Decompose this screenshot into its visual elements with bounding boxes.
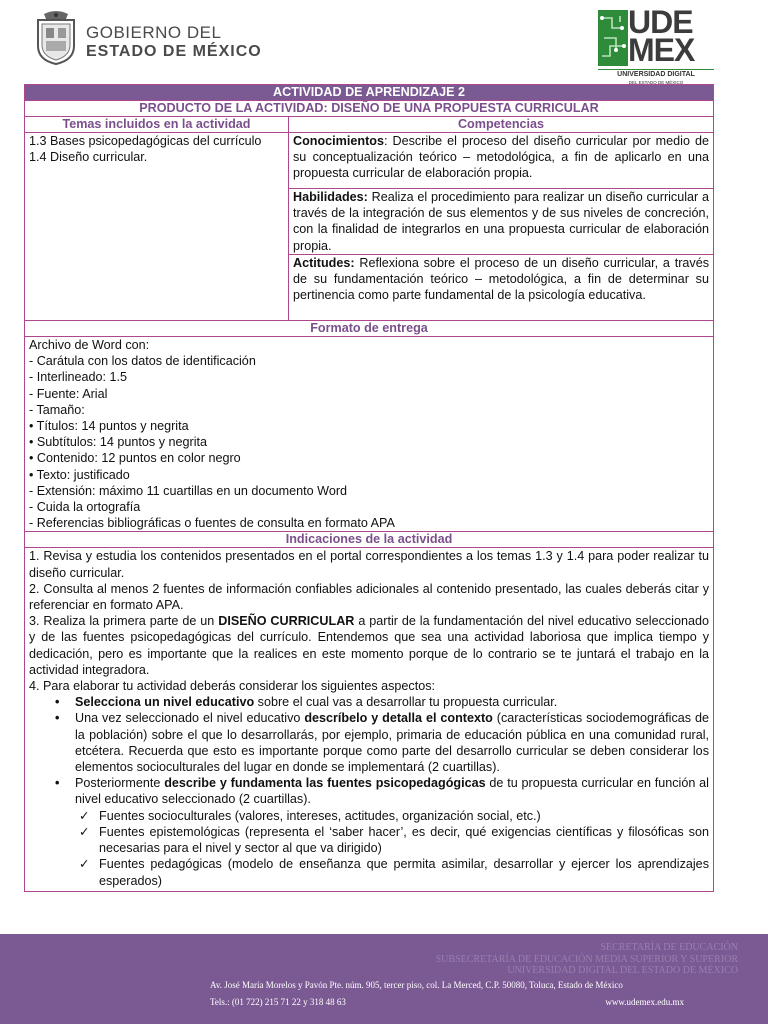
instructions-heading: Indicaciones de la actividad: [25, 532, 714, 548]
aspect-3-bold: describe y fundamenta las fuentes psicopedagógicas: [164, 776, 486, 791]
format-line: - Extensión: máximo 11 cuartillas en un documento Word: [29, 483, 348, 498]
aspect-2-bold: descríbelo y detalla el contexto: [304, 711, 493, 726]
sources-list: [79, 808, 709, 889]
activity-product: PRODUCTO DE LA ACTIVIDAD: DISEÑO DE UNA PROPUESTA CURRICULAR: [25, 101, 714, 117]
source-item: ✓ Fuentes epistemológicas (representa el ‘saber hacer’, es decir, qué exigencias científicas y filosóficas son necesarias para el nivel y sector al que va dirigido): [79, 824, 709, 856]
aspect-1-text: sobre el cual vas a desarrollar tu propuesta curricular.: [254, 695, 558, 710]
source-item: ✓ Fuentes pedagógicas (modelo de enseñanza que permita asimilar, desarrollar y ejercer los aprendizajes esperados): [79, 856, 709, 888]
format-line: - Tamaño:: [29, 402, 85, 417]
aspect-item: [55, 710, 709, 775]
format-line: • Texto: justificado: [29, 467, 130, 482]
aspect-2-start: Una vez seleccionado el nivel educativo: [75, 711, 305, 726]
aspects-list: [55, 694, 709, 807]
attitudes-cell: [289, 255, 714, 321]
knowledge-row: [25, 133, 714, 189]
instructions-cell: [25, 548, 714, 891]
format-line: • Títulos: 14 puntos y negrita: [29, 419, 189, 434]
skills-label: Habilidades:: [293, 190, 368, 204]
footer-website-link[interactable]: www.udemex.edu.mx: [605, 997, 684, 1007]
instruction-item-3: [29, 613, 709, 678]
source-item: ✓ Fuentes socioculturales (valores, intereses, actitudes, organización social, etc.): [79, 808, 709, 824]
aspect-2-rest: (características sociodemográficas de la población) sobre el que lo desarrollarás, por ejemplo, primaria de educación pública en una comunidad rural, etcétera. Recuerda que esto es importante porque como parte del desarrollo curricular se deben considerar los elementos socioculturales del lugar en donde se implementará (2 cuartillas).: [75, 711, 710, 775]
format-line: • Subtítulos: 14 puntos y negrita: [29, 435, 208, 450]
instructions-header-row: [25, 532, 714, 548]
product-row: [25, 101, 714, 117]
format-line: - Referencias bibliográficas o fuentes de consulta en formato APA: [29, 516, 395, 531]
topic-item: 1.4 Diseño curricular.: [29, 150, 148, 165]
aspect-3-rest: de tu propuesta curricular en función al nivel educativo seleccionado (2 cuartillas).: [75, 776, 709, 807]
format-header-row: [25, 321, 714, 337]
gov-line-2: ESTADO DE MÉXICO: [86, 43, 262, 60]
format-line: - Fuente: Arial: [29, 386, 108, 401]
title-row: [25, 85, 714, 101]
topics-cell: [25, 133, 289, 321]
columns-header-row: [25, 117, 714, 133]
format-cell: [25, 337, 714, 532]
udemex-sub-1: UNIVERSIDAD DIGITAL: [617, 71, 695, 78]
instruction-3-start: 3. Realiza la primera parte de un: [29, 614, 219, 629]
knowledge-label: Conocimientos: [293, 134, 384, 148]
instruction-3-bold: DISEÑO CURRICULAR: [218, 614, 355, 629]
udemex-sub-2: DEL ESTADO DE MÉXICO: [628, 80, 684, 85]
udemex-logo: [598, 4, 714, 86]
instruction-item-4: 4. Para elaborar tu actividad deberás considerar los siguientes aspectos:: [29, 679, 436, 694]
format-line: - Cuida la ortografía: [29, 500, 141, 515]
attitudes-label: Actitudes:: [293, 256, 355, 270]
udemex-circuit-icon: [598, 10, 628, 66]
instruction-item-2: 2. Consulta al menos 2 fuentes de información confiables adicionales al contenido presentado, las cuales deberás citar y referenciar en formato APA.: [29, 581, 709, 613]
knowledge-text: : Describe el proceso del diseño curricular por medio de su conceptualización teórico – metodológica, a fin de aplicarlo en una propuesta curricular de elaboración propia.: [293, 134, 709, 181]
udemex-word-1: UDE: [628, 4, 693, 40]
format-line: • Contenido: 12 puntos en color negro: [29, 451, 241, 466]
format-line: - Carátula con los datos de identificación: [29, 354, 256, 369]
aspect-item: [55, 694, 709, 710]
footer-organization: [436, 942, 738, 977]
instructions-row: [25, 548, 714, 891]
page-header: [0, 0, 768, 84]
udemex-wordmark: [628, 4, 695, 68]
format-line: - Interlineado: 1.5: [29, 370, 128, 385]
aspect-1-bold: Selecciona un nivel educativo: [75, 695, 255, 710]
aspect-item: [55, 775, 709, 807]
instruction-item-1: 1. Revisa y estudia los contenidos presentados en el portal correspondientes a los temas 1.3 y 1.4 para poder realizar tu diseño curricular.: [29, 549, 709, 580]
format-row: [25, 337, 714, 532]
coat-of-arms-logo: [34, 10, 78, 66]
activity-title: ACTIVIDAD DE APRENDIZAJE 2: [25, 85, 714, 101]
udemex-word-2: MEX: [628, 32, 695, 68]
footer-address: Av. José María Morelos y Pavón Pte. núm. 905, tercer piso, col. La Merced, C.P. 50080, Toluca, Estado de México: [210, 980, 623, 990]
footer-phone: Tels.: (01 722) 215 71 22 y 318 48 63: [210, 997, 346, 1007]
instruction-3-rest: a partir de la fundamentación del nivel educativo seleccionado y de las fuentes psicopedagógicas del currículo. Entendemos que sea una actividad laboriosa que implica tiempo y dedicación, pero es importante que la realices en este momento porque de lo contrario se te juntará el trabajo en la actividad integradora.: [29, 614, 710, 677]
page-footer: [0, 934, 768, 1024]
skills-text: Realiza el procedimiento para realizar un diseño curricular a través de la integración de sus elementos y de sus niveles de concreción, con la finalidad de integrarlos en una propuesta curricular de elaboración propia.: [293, 190, 709, 253]
topic-item: 1.3 Bases psicopedagógicas del currículo: [29, 134, 262, 148]
activity-table: [24, 84, 714, 892]
footer-org-1: SECRETARÍA DE EDUCACIÓN: [600, 942, 738, 953]
knowledge-cell: [289, 133, 714, 189]
attitudes-text: Reflexiona sobre el proceso de un diseño curricular, a través de su fundamentación teórico – metodológica, a fin de determinar su pertinencia como parte fundamental de la psicología educativa.: [293, 256, 709, 303]
government-name: [86, 24, 262, 62]
aspect-3-start: Posteriormente: [75, 776, 165, 791]
format-heading: Formato de entrega: [25, 321, 714, 337]
footer-org-2: SUBSECRETARÍA DE EDUCACIÓN MEDIA SUPERIOR Y SUPERIOR: [435, 953, 738, 965]
gov-line-1: GOBIERNO DEL: [86, 23, 222, 42]
format-line: Archivo de Word con:: [29, 338, 150, 352]
competencies-column-header: Competencias: [289, 117, 714, 133]
skills-cell: [289, 189, 714, 255]
footer-org-3: UNIVERSIDAD DIGITAL DEL ESTADO DE MÉXICO: [507, 965, 738, 976]
topics-column-header: Temas incluidos en la actividad: [25, 117, 289, 133]
